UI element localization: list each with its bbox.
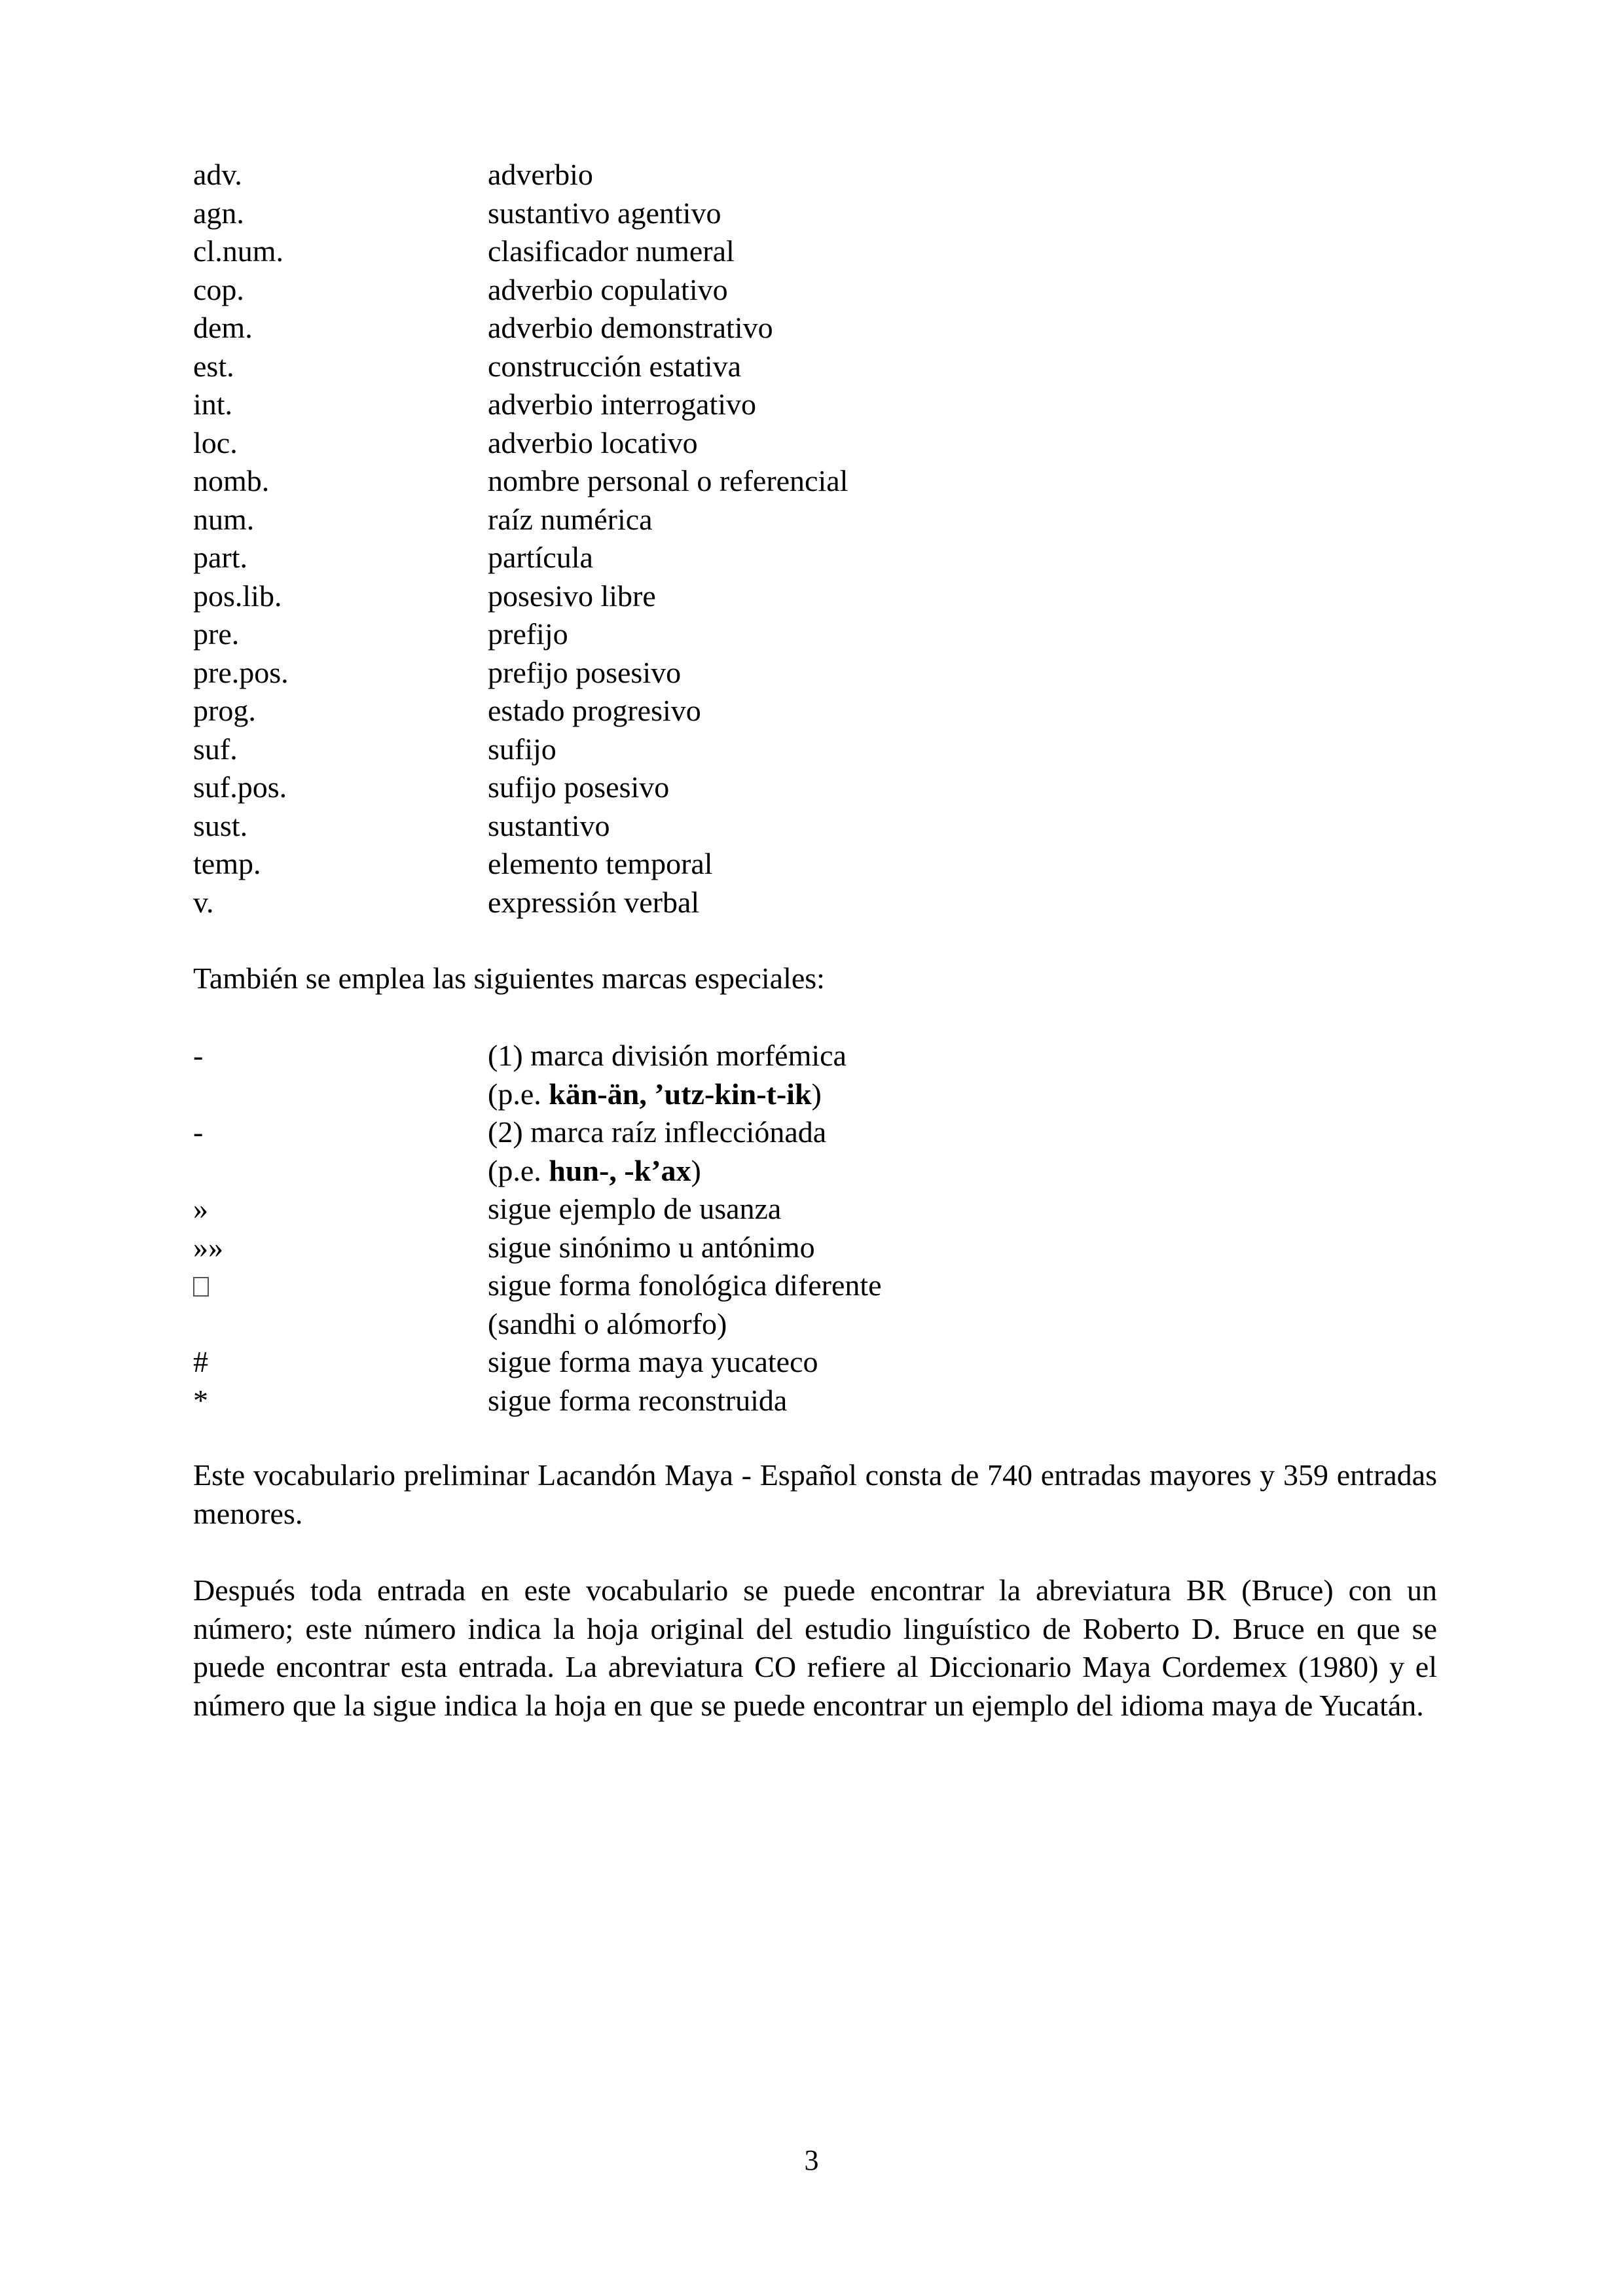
abbreviation-row — [193, 156, 1437, 194]
abbreviation-meaning: adverbio interrogativo — [488, 387, 757, 421]
mark-description-continued: (sandhi o alómorfo) — [488, 1306, 727, 1340]
abbreviation: pre. — [193, 617, 240, 651]
example-prefix: (p.e. — [488, 1077, 549, 1111]
abbreviation-row — [193, 309, 1437, 348]
abbreviation-row — [193, 615, 1437, 654]
mark-description: (1) marca división morfémica — [488, 1039, 847, 1072]
mark-example-row — [193, 1075, 1437, 1114]
mark-description: sigue sinónimo u antónimo — [488, 1230, 815, 1264]
mark-symbol: - — [193, 1039, 204, 1072]
example-prefix: (p.e. — [488, 1153, 549, 1187]
abbreviation: prog. — [193, 694, 256, 727]
paragraph-entry-count: Este vocabulario preliminar Lacandón Maya - Español consta de 740 entradas mayores y 359 entradas menores. — [193, 1458, 1437, 1530]
mark-symbol: - — [193, 1115, 204, 1149]
example-bold: kän-än, ’utz-kin-t-ik — [549, 1077, 812, 1111]
abbreviation-meaning: estado progresivo — [488, 694, 701, 727]
abbreviation-row — [193, 424, 1437, 463]
abbreviation-list — [193, 156, 1437, 922]
abbreviation: loc. — [193, 425, 238, 459]
abbreviation-meaning: partícula — [488, 541, 593, 574]
abbreviation-row — [193, 577, 1437, 616]
abbreviation-meaning: elemento temporal — [488, 847, 713, 880]
abbreviation-row — [193, 884, 1437, 922]
mark-row — [193, 1343, 1437, 1382]
mark-description: sigue forma reconstruida — [488, 1383, 788, 1417]
mark-example-row — [193, 1152, 1437, 1191]
mark-example — [488, 1075, 822, 1114]
abbreviation-row — [193, 692, 1437, 730]
mark-row — [193, 1382, 1437, 1420]
abbreviation-row — [193, 462, 1437, 501]
mark-description: sigue forma fonológica diferente — [488, 1268, 882, 1302]
abbreviation-meaning: adverbio — [488, 158, 593, 191]
mark-symbol: * — [193, 1383, 208, 1417]
abbreviation-row — [193, 501, 1437, 539]
abbreviation-row — [193, 348, 1437, 386]
abbreviation-row — [193, 539, 1437, 577]
abbreviation: nomb. — [193, 464, 270, 497]
abbreviation-row — [193, 768, 1437, 807]
abbreviation-row — [193, 845, 1437, 884]
abbreviation: v. — [193, 885, 214, 919]
abbreviation: adv. — [193, 158, 242, 191]
abbreviation: pre.pos. — [193, 655, 289, 689]
mark-row — [193, 1037, 1437, 1075]
abbreviation: suf.pos. — [193, 770, 287, 804]
abbreviation: cop. — [193, 272, 244, 306]
abbreviation: sust. — [193, 808, 248, 842]
empty-box-icon — [193, 1266, 209, 1305]
mark-continuation-row — [193, 1305, 1437, 1344]
abbreviation-meaning: nombre personal o referencial — [488, 464, 848, 497]
example-suffix: ) — [691, 1153, 701, 1187]
abbreviation: pos.lib. — [193, 579, 282, 613]
mark-row — [193, 1266, 1437, 1305]
special-marks-list — [193, 1037, 1437, 1420]
abbreviation-meaning: posesivo libre — [488, 579, 656, 613]
abbreviation-meaning: sufijo — [488, 732, 556, 766]
abbreviation-row — [193, 232, 1437, 271]
mark-example — [488, 1152, 701, 1191]
abbreviation-meaning: prefijo — [488, 617, 568, 651]
abbreviation-meaning: expressión verbal — [488, 885, 700, 919]
abbreviation-meaning: adverbio copulativo — [488, 272, 728, 306]
abbreviation-meaning: sustantivo agentivo — [488, 196, 721, 230]
mark-row — [193, 1229, 1437, 1267]
abbreviation: agn. — [193, 196, 244, 230]
abbreviation-meaning: raíz numérica — [488, 502, 653, 536]
example-suffix: ) — [811, 1077, 822, 1111]
mark-description: sigue ejemplo de usanza — [488, 1192, 782, 1225]
abbreviation: part. — [193, 541, 248, 574]
abbreviation: int. — [193, 387, 233, 421]
mark-symbol: » — [193, 1192, 208, 1225]
special-marks-intro: También se emplea las siguientes marcas especiales: — [193, 961, 825, 995]
abbreviation-row — [193, 654, 1437, 692]
abbreviation-row — [193, 194, 1437, 233]
abbreviation: num. — [193, 502, 255, 536]
abbreviation-row — [193, 386, 1437, 424]
mark-symbol: # — [193, 1345, 208, 1378]
mark-row — [193, 1113, 1437, 1152]
paragraph-references: Después toda entrada en este vocabulario se puede encontrar la abreviatura BR (Bruce) con un número; este número indica la hoja original del estudio linguístico de Roberto D. Bruce en que se puede encontrar esta entrada. La abreviatura CO refiere al Diccionario Maya Cordemex (1980) y el número que la sigue indica la hoja en que se puede encontrar un ejemplo del idioma maya de Yucatán. — [193, 1573, 1437, 1722]
page-number: 3 — [804, 2144, 819, 2176]
abbreviation-row — [193, 730, 1437, 769]
abbreviation: dem. — [193, 311, 253, 344]
abbreviation-row — [193, 807, 1437, 846]
abbreviation: temp. — [193, 847, 261, 880]
abbreviation-meaning: sufijo posesivo — [488, 770, 670, 804]
mark-symbol: »» — [193, 1230, 223, 1264]
abbreviation-meaning: construcción estativa — [488, 349, 742, 383]
abbreviation-meaning: prefijo posesivo — [488, 655, 682, 689]
abbreviation: est. — [193, 349, 234, 383]
abbreviation-meaning: sustantivo — [488, 808, 610, 842]
mark-row — [193, 1190, 1437, 1229]
abbreviation-row — [193, 271, 1437, 310]
abbreviation-meaning: clasificador numeral — [488, 234, 735, 268]
mark-description: (2) marca raíz inflecciónada — [488, 1115, 827, 1149]
abbreviation-meaning: adverbio demonstrativo — [488, 311, 773, 344]
abbreviation: suf. — [193, 732, 238, 766]
mark-description: sigue forma maya yucateco — [488, 1345, 818, 1378]
abbreviation-meaning: adverbio locativo — [488, 425, 698, 459]
abbreviation: cl.num. — [193, 234, 283, 268]
example-bold: hun-, -k’ax — [549, 1153, 691, 1187]
